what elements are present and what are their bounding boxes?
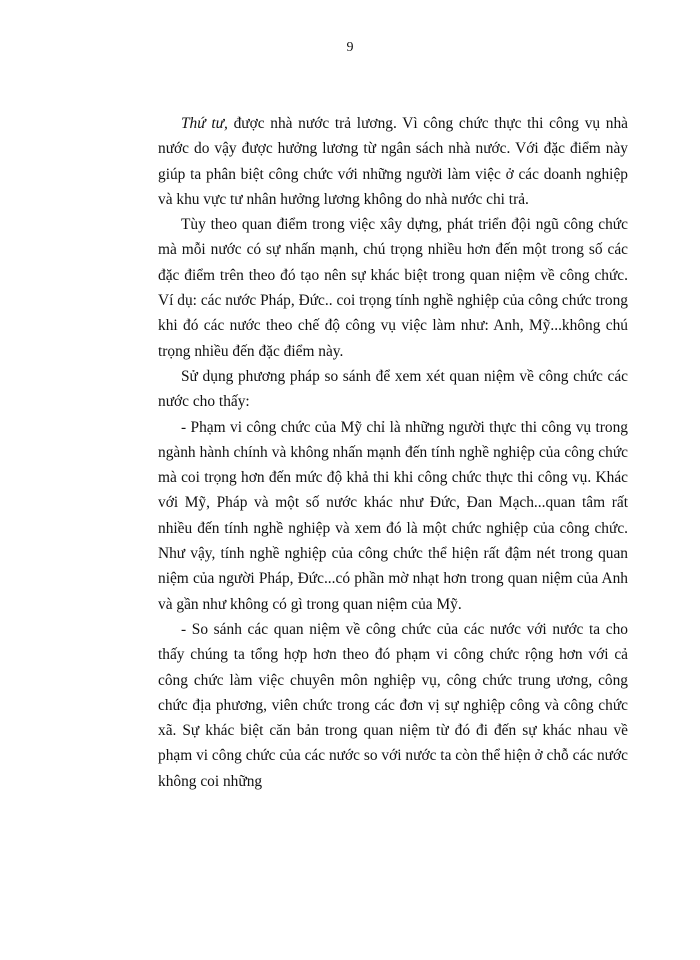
paragraph-comparison-intro: Sử dụng phương pháp so sánh để xem xét quan niệm về công chức các nước cho thấy: [158, 367, 628, 411]
paragraph-viewpoint: Tùy theo quan điểm trong việc xây dựng, phát triển đội ngũ công chức mà mỗi nước có sự nhấn mạnh, chú trọng nhiều hơn đến một trong số các đặc điểm trên theo đó tạo nên sự khác biệt trong quan niệm về công chức. Ví dụ: các nước Pháp, Đức.. coi trọng tính nghề nghiệp của công chức trong khi đó các nước theo chế độ công vụ việc làm như: Anh, Mỹ...không chú trọng nhiều đến đặc điểm này. [158, 216, 628, 360]
page-number: 9 [346, 40, 354, 55]
body-text [158, 111, 628, 794]
paragraph-lead-italic: Thứ tư, [181, 115, 228, 132]
paragraph-text: được nhà nước trả lương. Vì công chức thực thi công vụ nhà nước do vậy được hưởng lương từ ngân sách nhà nước. Với đặc điểm này giúp ta phân biệt công chức với những người làm việc ở các doanh nghiệp và khu vực tư nhân hưởng lương không do nhà nước chi trả. [158, 115, 629, 208]
paragraph-bullet-vietnam: - So sánh các quan niệm về công chức của các nước với nước ta cho thấy chúng ta tổng hợp hơn theo đó phạm vi công chức rộng hơn với cả công chức làm việc chuyên môn nghiệp vụ, công chức trung ương, công chức địa phương, viên chức trong các đơn vị sự nghiệp công và công chức xã. Sự khác biệt căn bản trong quan niệm từ đó đi đến sự khác nhau về phạm vi công chức của các nước so với nước ta còn thể hiện ở chỗ các nước không coi những [158, 620, 628, 790]
paragraph-fourth-characteristic [158, 111, 628, 212]
paragraph-bullet-usa: - Phạm vi công chức của Mỹ chỉ là những người thực thi công vụ trong ngành hành chính và không nhấn mạnh đến tính nghề nghiệp của công chức mà coi trọng hơn đến mức độ khả thi khi công chức thực thi công vụ. Khác với Mỹ, Pháp và một số nước khác như Đức, Đan Mạch...quan tâm rất nhiều đến tính nghề nghiệp và xem đó là một chức nghiệp của công chức. Như vậy, tính nghề nghiệp của công chức thể hiện rất đậm nét trong quan niệm của người Pháp, Đức...có phần mờ nhạt hơn trong quan niệm của Anh và gần như không có gì trong quan niệm của Mỹ. [158, 418, 628, 613]
